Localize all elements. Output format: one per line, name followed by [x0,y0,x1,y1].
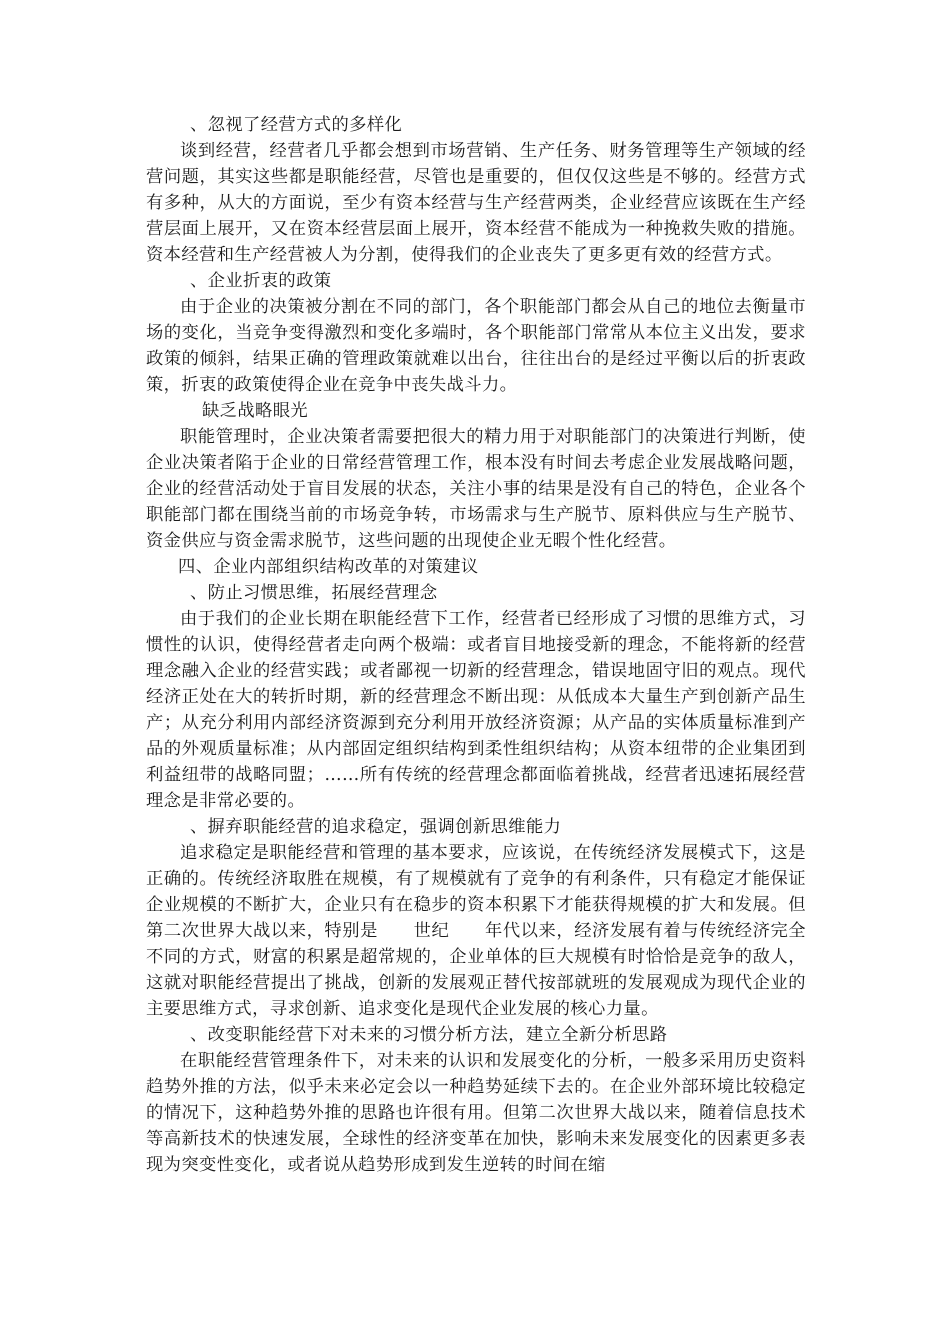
paragraph: 追求稳定是职能经营和管理的基本要求，应该说，在传统经济发展模式下，这是正确的。传统经济取胜在规模，有了规模就有了竞争的有利条件，只有稳定才能保证企业规模的不断扩大，企业只有在稳步的资本积累下才能获得规模的扩大和发展。但第二次世界大战以来，特别是 世纪 年代以来，经济发展有着与传统经济完全不同的方式，财富的积累是超常规的，企业单体的巨大规模有时恰恰是竞争的敌人，这就对职能经营提出了挑战，创新的发展观正替代按部就班的发展观成为现代企业的主要思维方式，寻求创新、追求变化是现代企业发展的核心力量。 [146,843,806,1019]
section-heading: 、企业折衷的政策 [190,271,332,291]
section-heading: 、摒弃职能经营的追求稳定，强调创新思维能力 [190,817,562,837]
section-heading: 、忽视了经营方式的多样化 [190,115,403,135]
document-body [146,112,806,1178]
section-heading: 、防止习惯思维，拓展经营理念 [190,583,438,603]
section-heading: 缺乏战略眼光 [202,401,309,421]
paragraph: 在职能经营管理条件下，对未来的认识和发展变化的分析，一般多采用历史资料趋势外推的方法，似乎未来必定会以一种趋势延续下去的。在企业外部环境比较稳定的情况下，这种趋势外推的思路也许很有用。但第二次世界大战以来，随着信息技术等高新技术的快速发展，全球性的经济变革在加快，影响未来发展变化的因素更多表现为突变性变化，或者说从趋势形成到发生逆转的时间在缩 [146,1051,806,1175]
paragraph: 职能管理时，企业决策者需要把很大的精力用于对职能部门的决策进行判断，使企业决策者陷于企业的日常经营管理工作，根本没有时间去考虑企业发展战略问题，企业的经营活动处于盲目发展的状态，关注小事的结果是没有自己的特色，企业各个职能部门都在围绕当前的市场竞争转，市场需求与生产脱节、原料供应与生产脱节、资金供应与资金需求脱节，这些问题的出现使企业无暇个性化经营。 [146,427,806,551]
paragraph: 由于企业的决策被分割在不同的部门，各个职能部门都会从自己的地位去衡量市场的变化，当竞争变得激烈和变化多端时，各个职能部门常常从本位主义出发，要求政策的倾斜，结果正确的管理政策就难以出台，往往出台的是经过平衡以后的折衷政策，折衷的政策使得企业在竞争中丧失战斗力。 [146,297,806,395]
paragraph: 由于我们的企业长期在职能经营下工作，经营者已经形成了习惯的思维方式，习惯性的认识，使得经营者走向两个极端：或者盲目地接受新的理念，不能将新的经营理念融入企业的经营实践；或者鄙视一切新的经营理念，错误地固守旧的观点。现代经济正处在大的转折时期，新的经营理念不断出现：从低成本大量生产到创新产品生产；从充分利用内部经济资源到充分利用开放经济资源；从产品的实体质量标准到产品的外观质量标准；从内部固定组织结构到柔性组织结构；从资本纽带的企业集团到利益纽带的战略同盟；……所有传统的经营理念都面临着挑战，经营者迅速拓展经营理念是非常必要的。 [146,609,806,811]
section-heading: 、改变职能经营下对未来的习惯分析方法，建立全新分析思路 [190,1025,668,1045]
paragraph: 谈到经营，经营者几乎都会想到市场营销、生产任务、财务管理等生产领域的经营问题，其实这些都是职能经营，尽管也是重要的，但仅仅这些是不够的。经营方式有多种，从大的方面说，至少有资本经营与生产经营两类，企业经营应该既在生产经营层面上展开，又在资本经营层面上展开，资本经营不能成为一种挽救失败的措施。资本经营和生产经营被人为分割，使得我们的企业丧失了更多更有效的经营方式。 [146,141,806,265]
chapter-heading: 四、企业内部组织结构改革的对策建议 [178,557,479,577]
